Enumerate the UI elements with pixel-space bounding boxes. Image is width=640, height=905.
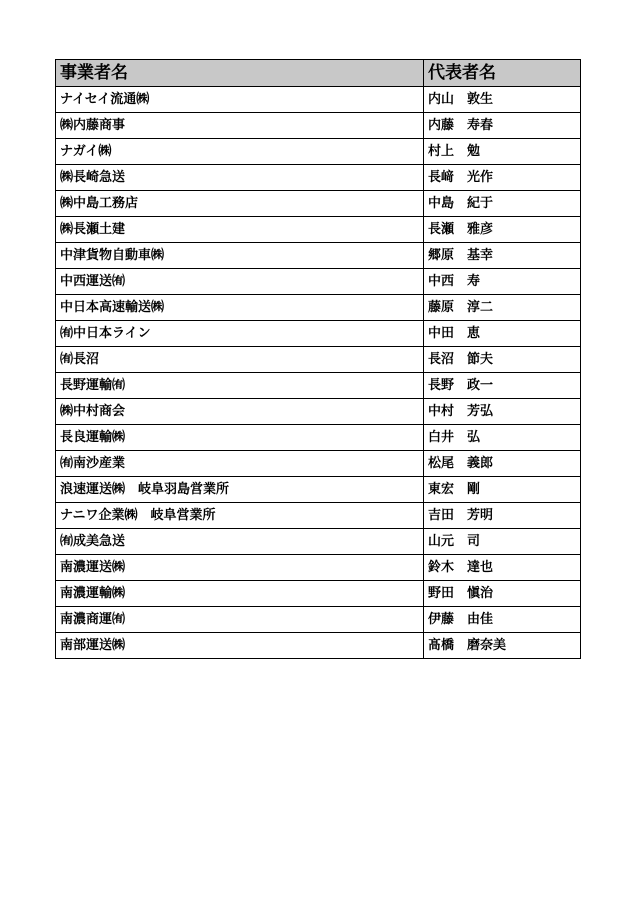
representative-cell: 伊藤 由佳 (424, 607, 581, 633)
company-cell: ㈲長沼 (56, 347, 424, 373)
company-cell: 長野運輸㈲ (56, 373, 424, 399)
representative-cell: 長﨑 光作 (424, 165, 581, 191)
representative-cell: 中島 紀于 (424, 191, 581, 217)
company-cell: ㈱長瀬土建 (56, 217, 424, 243)
table-row (56, 165, 581, 191)
company-cell: ㈱内藤商事 (56, 113, 424, 139)
table-row (56, 477, 581, 503)
company-cell: ナガイ㈱ (56, 139, 424, 165)
company-cell: 南濃運送㈱ (56, 555, 424, 581)
representative-cell: 長沼 節夫 (424, 347, 581, 373)
table-body (56, 87, 581, 659)
company-cell: ㈱中村商会 (56, 399, 424, 425)
operator-table (55, 59, 581, 659)
company-cell: 南濃運輸㈱ (56, 581, 424, 607)
company-cell: ナイセイ流通㈱ (56, 87, 424, 113)
table-row (56, 633, 581, 659)
table-row (56, 191, 581, 217)
company-cell: ㈲南沙産業 (56, 451, 424, 477)
table-row (56, 581, 581, 607)
company-cell: ㈲成美急送 (56, 529, 424, 555)
company-cell: 中日本高速輸送㈱ (56, 295, 424, 321)
table-row (56, 607, 581, 633)
company-cell: ナニワ企業㈱ 岐阜営業所 (56, 503, 424, 529)
representative-cell: 中村 芳弘 (424, 399, 581, 425)
header-company: 事業者名 (56, 60, 424, 87)
company-cell: 浪速運送㈱ 岐阜羽島営業所 (56, 477, 424, 503)
company-cell: 南部運送㈱ (56, 633, 424, 659)
representative-cell: 長瀬 雅彦 (424, 217, 581, 243)
representative-cell: 藤原 淳二 (424, 295, 581, 321)
company-cell: 長良運輸㈱ (56, 425, 424, 451)
representative-cell: 山元 司 (424, 529, 581, 555)
table-row (56, 503, 581, 529)
company-cell: ㈲中日本ライン (56, 321, 424, 347)
company-cell: 中津貨物自動車㈱ (56, 243, 424, 269)
table-row (56, 347, 581, 373)
table-row (56, 373, 581, 399)
header-row (56, 60, 581, 87)
representative-cell: 内藤 寿春 (424, 113, 581, 139)
representative-cell: 村上 勉 (424, 139, 581, 165)
representative-cell: 吉田 芳明 (424, 503, 581, 529)
representative-cell: 中田 恵 (424, 321, 581, 347)
representative-cell: 松尾 義郎 (424, 451, 581, 477)
representative-cell: 白井 弘 (424, 425, 581, 451)
table-row (56, 555, 581, 581)
table-row (56, 113, 581, 139)
representative-cell: 内山 敦生 (424, 87, 581, 113)
company-cell: 南濃商運㈲ (56, 607, 424, 633)
table-row (56, 321, 581, 347)
company-cell: 中西運送㈲ (56, 269, 424, 295)
table-row (56, 243, 581, 269)
table-row (56, 217, 581, 243)
company-cell: ㈱中島工務店 (56, 191, 424, 217)
table-row (56, 425, 581, 451)
representative-cell: 長野 政一 (424, 373, 581, 399)
table-row (56, 529, 581, 555)
representative-cell: 郷原 基幸 (424, 243, 581, 269)
representative-cell: 野田 愼治 (424, 581, 581, 607)
table-row (56, 399, 581, 425)
table-row (56, 87, 581, 113)
representative-cell: 中西 寿 (424, 269, 581, 295)
table-row (56, 139, 581, 165)
table-row (56, 295, 581, 321)
header-representative: 代表者名 (424, 60, 581, 87)
table-header (56, 60, 581, 87)
representative-cell: 鈴木 達也 (424, 555, 581, 581)
company-cell: ㈱長崎急送 (56, 165, 424, 191)
table-row (56, 451, 581, 477)
representative-cell: 髙橋 磨奈美 (424, 633, 581, 659)
table-row (56, 269, 581, 295)
representative-cell: 東宏 剛 (424, 477, 581, 503)
